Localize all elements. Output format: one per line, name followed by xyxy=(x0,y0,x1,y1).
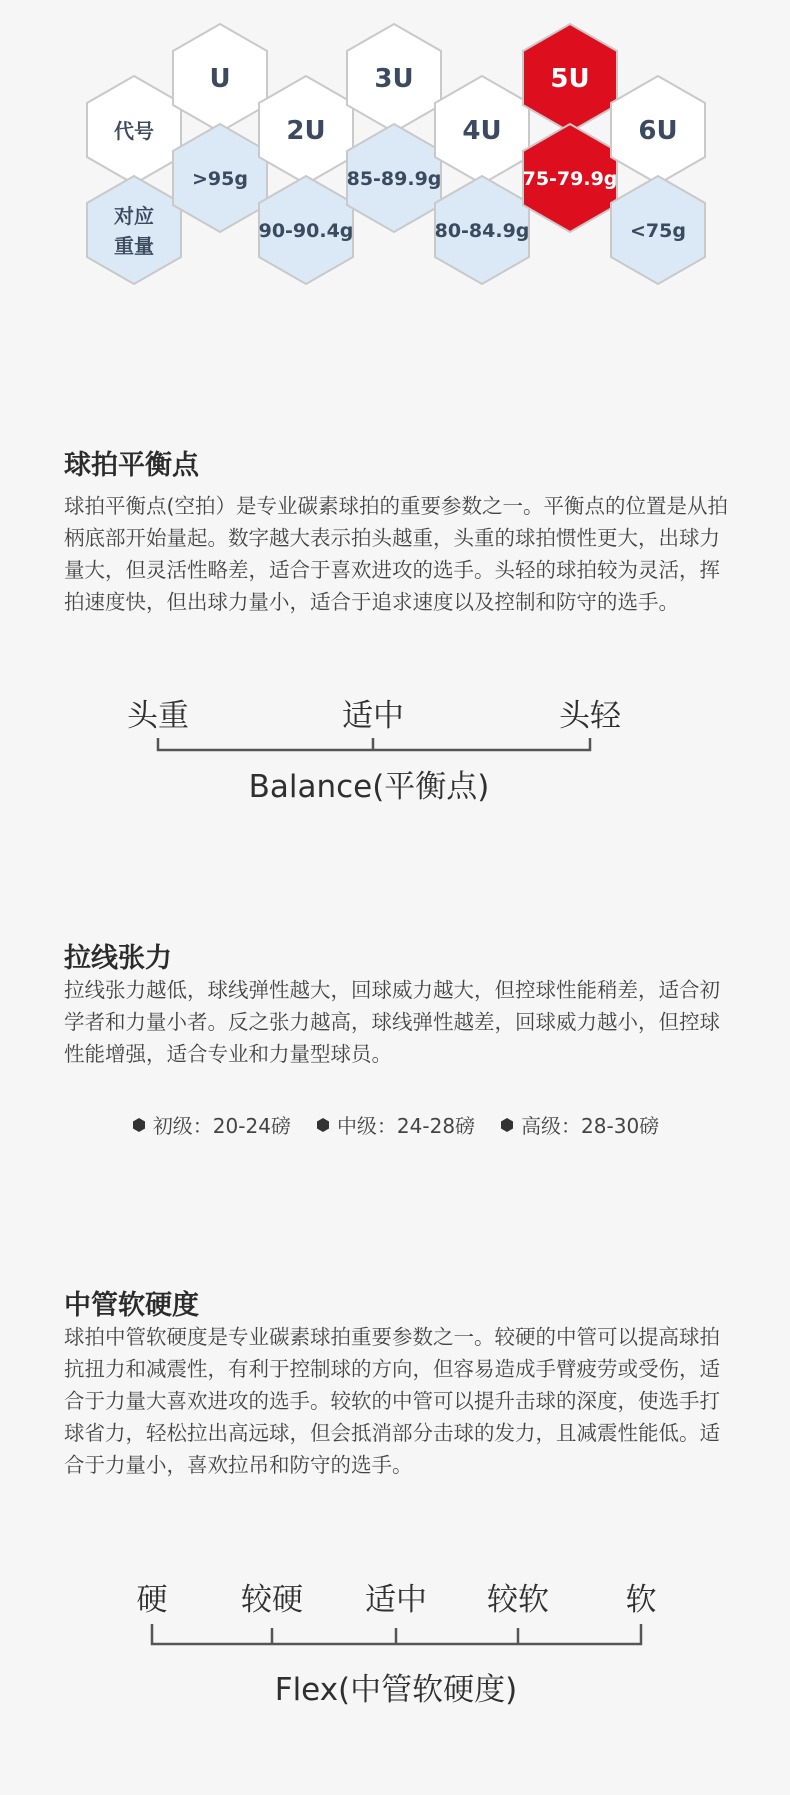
hexagon-bullet-icon xyxy=(499,1117,515,1133)
svg-text:2U: 2U xyxy=(286,116,326,146)
tension-levels xyxy=(0,1110,790,1139)
hex-code-3u xyxy=(347,24,441,132)
flex-scale-line xyxy=(152,1624,641,1644)
balance-label-even: 适中 xyxy=(342,698,404,734)
svg-text:6U: 6U xyxy=(638,116,678,146)
svg-text:<75g: <75g xyxy=(630,220,686,242)
tension-title: 拉线张力 xyxy=(64,943,172,974)
svg-text:90-90.4g: 90-90.4g xyxy=(258,220,354,242)
weight-row-label-2: 重量 xyxy=(114,234,154,258)
svg-text:U: U xyxy=(209,64,231,94)
flex-caption: Flex(中管软硬度) xyxy=(274,1672,518,1708)
flex-label-flexible: 软 xyxy=(625,1582,657,1618)
code-row-label: 代号 xyxy=(114,119,154,143)
balance-title: 球拍平衡点 xyxy=(64,450,199,481)
hexagon-bullet-icon xyxy=(131,1117,147,1133)
hex-code-2u xyxy=(259,76,353,184)
tension-level-beginner: 初级：20-24磅 xyxy=(131,1110,291,1139)
hex-weight-4u xyxy=(435,176,530,284)
svg-text:>95g: >95g xyxy=(192,168,248,190)
flex-body: 球拍中管软硬度是专业碳素球拍重要参数之一。较硬的中管可以提高球拍抗扭力和减震性，有利于控制球的方向，但容易造成手臂疲劳或受伤，适合于力量大喜欢进攻的选手。较软的中管可以提升击球的深度，使选手打球省力，轻松拉出高远球，但会抵消部分击球的发力，且减震性能低。适合于力量小，喜欢拉吊和防守的选手。 xyxy=(64,1325,720,1477)
weight-row-label-1: 对应 xyxy=(114,204,154,228)
svg-text:4U: 4U xyxy=(462,116,502,146)
balance-scale xyxy=(0,690,790,810)
flex-label-stiff: 硬 xyxy=(136,1582,168,1618)
hex-code-5u xyxy=(523,24,617,132)
hex-weight-6u xyxy=(611,176,705,284)
hex-code-u xyxy=(173,24,267,132)
balance-scale-line xyxy=(158,738,590,750)
svg-text:85-89.9g: 85-89.9g xyxy=(346,168,442,190)
flex-label-fairly-stiff: 较硬 xyxy=(241,1582,303,1618)
flex-scale xyxy=(0,1572,790,1722)
weight-grid xyxy=(0,0,790,290)
flex-label-medium: 适中 xyxy=(365,1582,427,1618)
hex-code-6u xyxy=(611,76,705,184)
tension-level-intermediate: 中级：24-28磅 xyxy=(315,1110,475,1139)
hex-weight-3u xyxy=(347,124,442,232)
hex-code-4u xyxy=(435,76,529,184)
hexagon-bullet-icon xyxy=(315,1117,331,1133)
tension-body: 拉线张力越低，球线弹性越大，回球威力越大，但控球性能稍差，适合初学者和力量小者。反之张力越高，球线弹性越差，回球威力越小，但控球性能增强，适合专业和力量型球员。 xyxy=(64,978,720,1066)
hex-weight-2u xyxy=(259,176,354,284)
svg-text:3U: 3U xyxy=(374,64,414,94)
hex-label-code xyxy=(87,76,181,184)
svg-text:75-79.9g: 75-79.9g xyxy=(522,168,618,190)
flex-title: 中管软硬度 xyxy=(64,1290,199,1321)
hex-weight-u xyxy=(173,124,267,232)
tension-level-advanced: 高级：28-30磅 xyxy=(499,1110,659,1139)
svg-text:5U: 5U xyxy=(550,64,590,94)
svg-text:80-84.9g: 80-84.9g xyxy=(434,220,530,242)
hex-weight-5u xyxy=(523,124,618,232)
balance-body: 球拍平衡点(空拍）是专业碳素球拍的重要参数之一。平衡点的位置是从拍柄底部开始量起。数字越大表示拍头越重，头重的球拍惯性更大，出球力量大，但灵活性略差，适合于喜欢进攻的选手。头轻的球拍较为灵活，挥拍速度快，但出球力量小，适合于追求速度以及控制和防守的选手。 xyxy=(64,494,728,614)
hex-label-weight xyxy=(87,176,181,284)
balance-label-head-heavy: 头重 xyxy=(127,698,189,734)
flex-label-fairly-flexible: 较软 xyxy=(487,1582,549,1618)
balance-caption: Balance(平衡点) xyxy=(248,769,490,805)
balance-label-head-light: 头轻 xyxy=(559,698,621,734)
